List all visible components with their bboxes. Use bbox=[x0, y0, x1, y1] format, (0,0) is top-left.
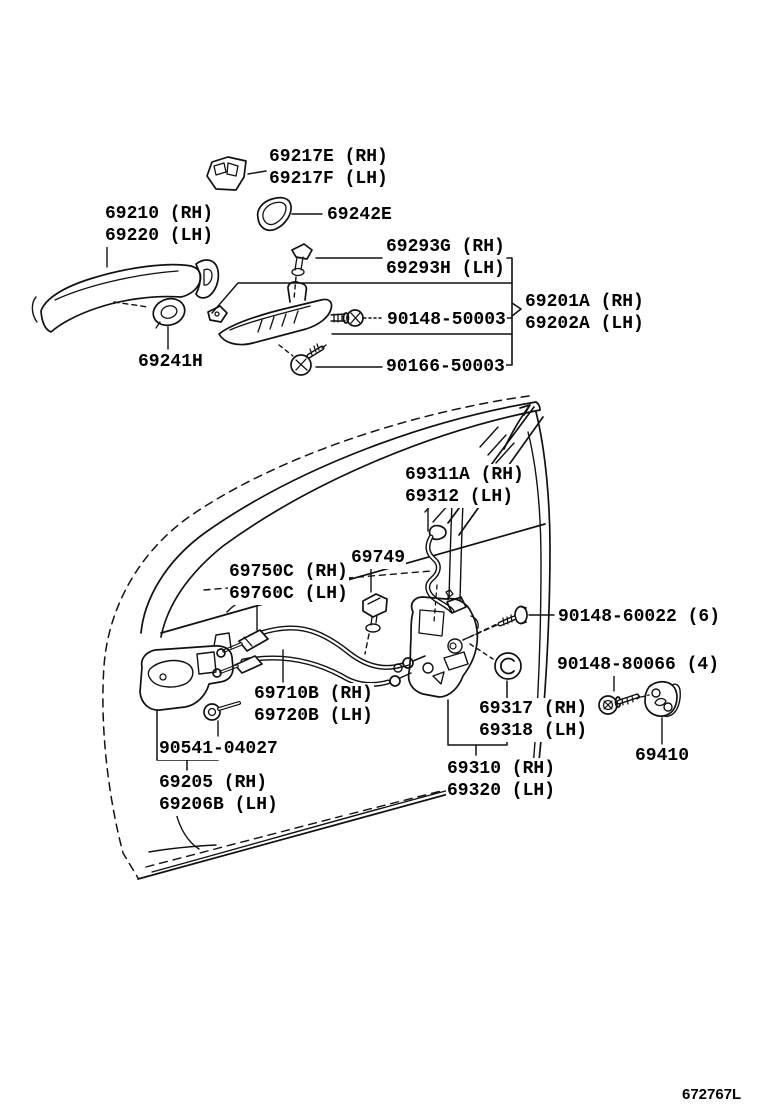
part-number: 69410 bbox=[635, 746, 690, 766]
part-number: 69720B (LH) bbox=[254, 706, 373, 726]
part-number: 69312 (LH) bbox=[405, 487, 514, 507]
part-drawing-outside-handle bbox=[32, 247, 218, 332]
part-number: 90148-60022 (6) bbox=[558, 607, 721, 627]
part-label-90541 bbox=[158, 738, 279, 760]
part-label-69205 bbox=[158, 772, 279, 816]
part-number: 69750C (RH) bbox=[229, 562, 348, 582]
part-number: 69217F (LH) bbox=[269, 169, 388, 189]
part-label-69210 bbox=[104, 203, 214, 247]
part-number: 69201A (RH) bbox=[525, 292, 644, 312]
part-number: 90148-80066 (4) bbox=[557, 655, 720, 675]
part-number: 90166-50003 bbox=[386, 357, 505, 377]
part-label-90166-50003 bbox=[385, 356, 506, 378]
part-number: 90541-04027 bbox=[159, 739, 278, 759]
part-label-69311 bbox=[404, 464, 525, 508]
part-number: 69320 (LH) bbox=[447, 781, 556, 801]
part-label-69310 bbox=[446, 758, 556, 802]
part-label-69317 bbox=[478, 698, 588, 742]
part-label-69241 bbox=[137, 351, 204, 373]
part-label-69410 bbox=[634, 745, 690, 767]
part-number: 69317 (RH) bbox=[479, 699, 588, 719]
part-label-69201 bbox=[524, 291, 645, 335]
part-label-69749 bbox=[350, 547, 406, 569]
part-label-90148-50003 bbox=[386, 309, 507, 331]
part-drawing-clip-69217 bbox=[207, 157, 266, 190]
part-number: 69241H bbox=[138, 352, 203, 372]
part-number: 69210 (RH) bbox=[105, 204, 214, 224]
part-number: 69220 (LH) bbox=[105, 226, 214, 246]
part-label-69750 bbox=[228, 561, 349, 605]
part-number: 69311A (RH) bbox=[405, 465, 524, 485]
part-label-69242 bbox=[326, 204, 393, 226]
part-label-90148-60022 bbox=[557, 606, 721, 628]
part-number: 69710B (RH) bbox=[254, 684, 373, 704]
part-drawing-cables bbox=[213, 607, 425, 686]
part-drawing-screw-90166-50003 bbox=[279, 344, 382, 375]
part-number: 69749 bbox=[351, 548, 406, 568]
diagram-code: 672767L bbox=[682, 1086, 742, 1103]
part-number: 69205 (RH) bbox=[159, 773, 268, 793]
part-label-69710 bbox=[253, 683, 374, 727]
part-label-90148-80066 bbox=[556, 654, 720, 676]
part-drawing-screw-90541 bbox=[204, 703, 239, 736]
part-number: 69293G (RH) bbox=[386, 237, 505, 257]
part-drawing-screw-90148-80066 bbox=[599, 674, 649, 714]
part-number: 69217E (RH) bbox=[269, 147, 388, 167]
part-drawing-screw-90148-50003 bbox=[331, 310, 383, 326]
part-label-69293 bbox=[385, 236, 506, 280]
part-number: 90148-50003 bbox=[387, 310, 506, 330]
part-number: 69202A (LH) bbox=[525, 314, 644, 334]
part-drawing-pad-69242 bbox=[258, 198, 322, 231]
part-drawing-grommet-69317 bbox=[495, 653, 521, 679]
part-number: 69318 (LH) bbox=[479, 721, 588, 741]
part-number: 69293H (LH) bbox=[386, 259, 505, 279]
part-number: 69310 (RH) bbox=[447, 759, 556, 779]
part-number: 69242E bbox=[327, 205, 392, 225]
part-number: 69206B (LH) bbox=[159, 795, 278, 815]
part-number: 69760C (LH) bbox=[229, 584, 348, 604]
part-drawing-striker-69410 bbox=[645, 682, 680, 744]
part-label-69217 bbox=[268, 146, 389, 190]
part-drawing-cover-69241 bbox=[150, 295, 188, 349]
part-drawing-clip-69749 bbox=[363, 565, 387, 654]
